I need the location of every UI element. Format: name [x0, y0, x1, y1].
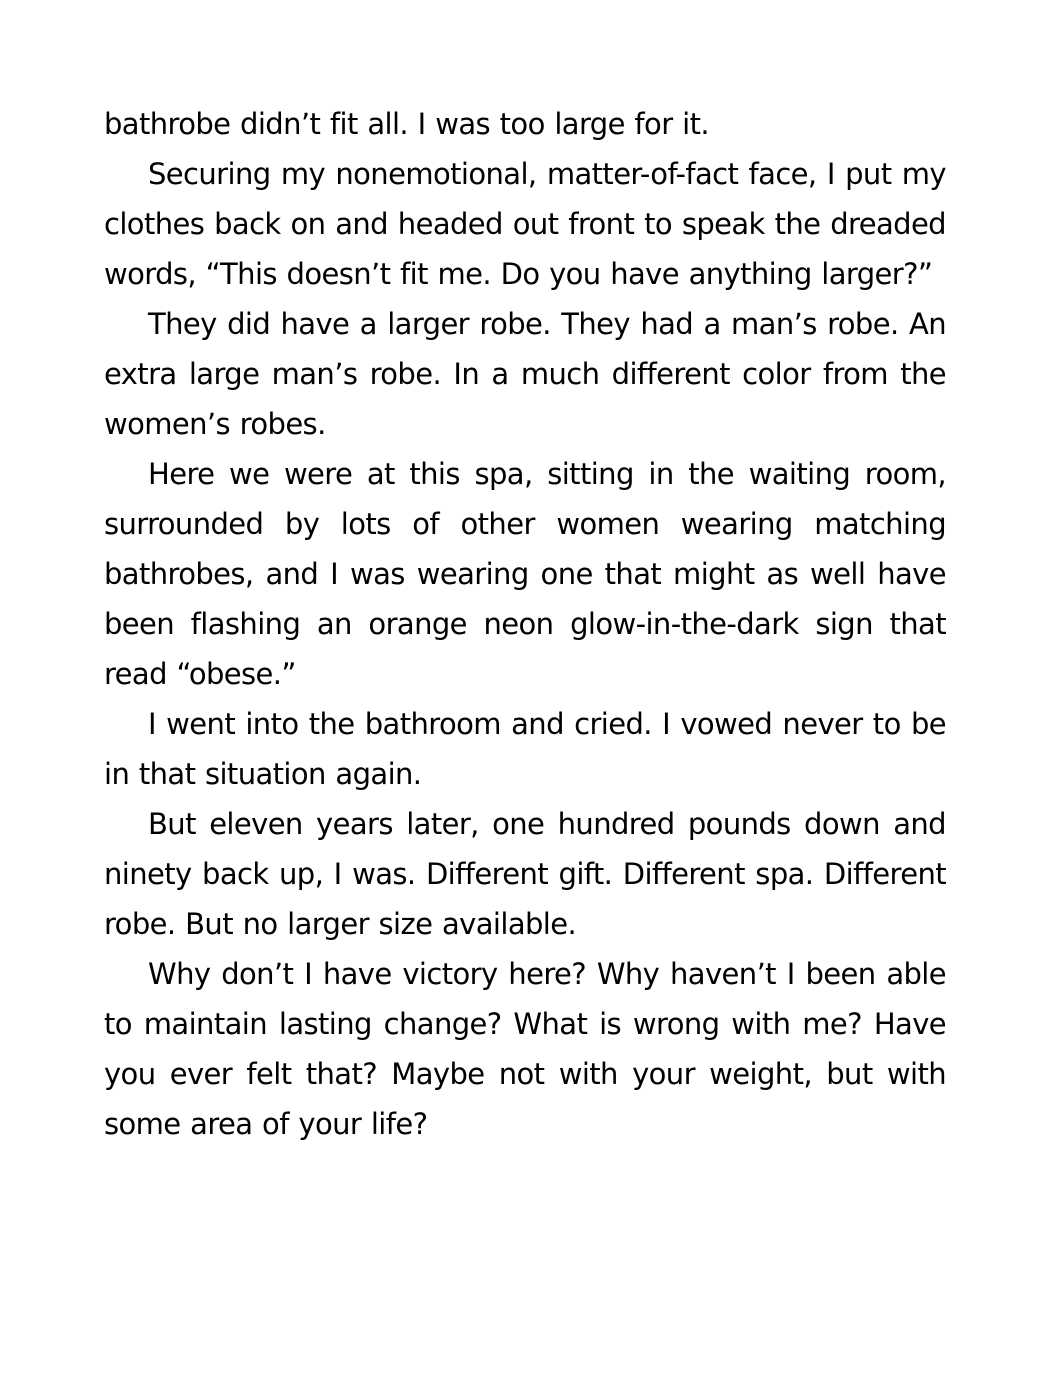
- paragraph-5: I went into the bathroom and cried. I vowed never to be in that situation again.: [104, 707, 946, 791]
- paragraph-3: They did have a larger robe. They had a man’s robe. An extra large man’s robe. In a much different color from the women’s robes.: [104, 307, 946, 441]
- paragraph-6: But eleven years later, one hundred pounds down and ninety back up, I was. Different gift. Different spa. Different robe. But no larger size available.: [104, 807, 946, 941]
- paragraph-7: Why don’t I have victory here? Why haven’t I been able to maintain lasting change? What is wrong with me? Have you ever felt that? Maybe not with your weight, but with some area of your life?: [104, 957, 946, 1141]
- paragraph-4: Here we were at this spa, sitting in the waiting room, surrounded by lots of other women wearing matching bathrobes, and I was wearing one that might as well have been flashing an orange neon glow-in-the-dark sign that read “obese.”: [104, 457, 946, 691]
- body-text: [104, 99, 946, 1149]
- paragraph-1: bathrobe didn’t fit all. I was too large for it.: [104, 107, 709, 141]
- paragraph-2: Securing my nonemotional, matter-of-fact face, I put my clothes back on and headed out front to speak the dreaded words, “This doesn’t fit me. Do you have anything larger?”: [104, 157, 946, 291]
